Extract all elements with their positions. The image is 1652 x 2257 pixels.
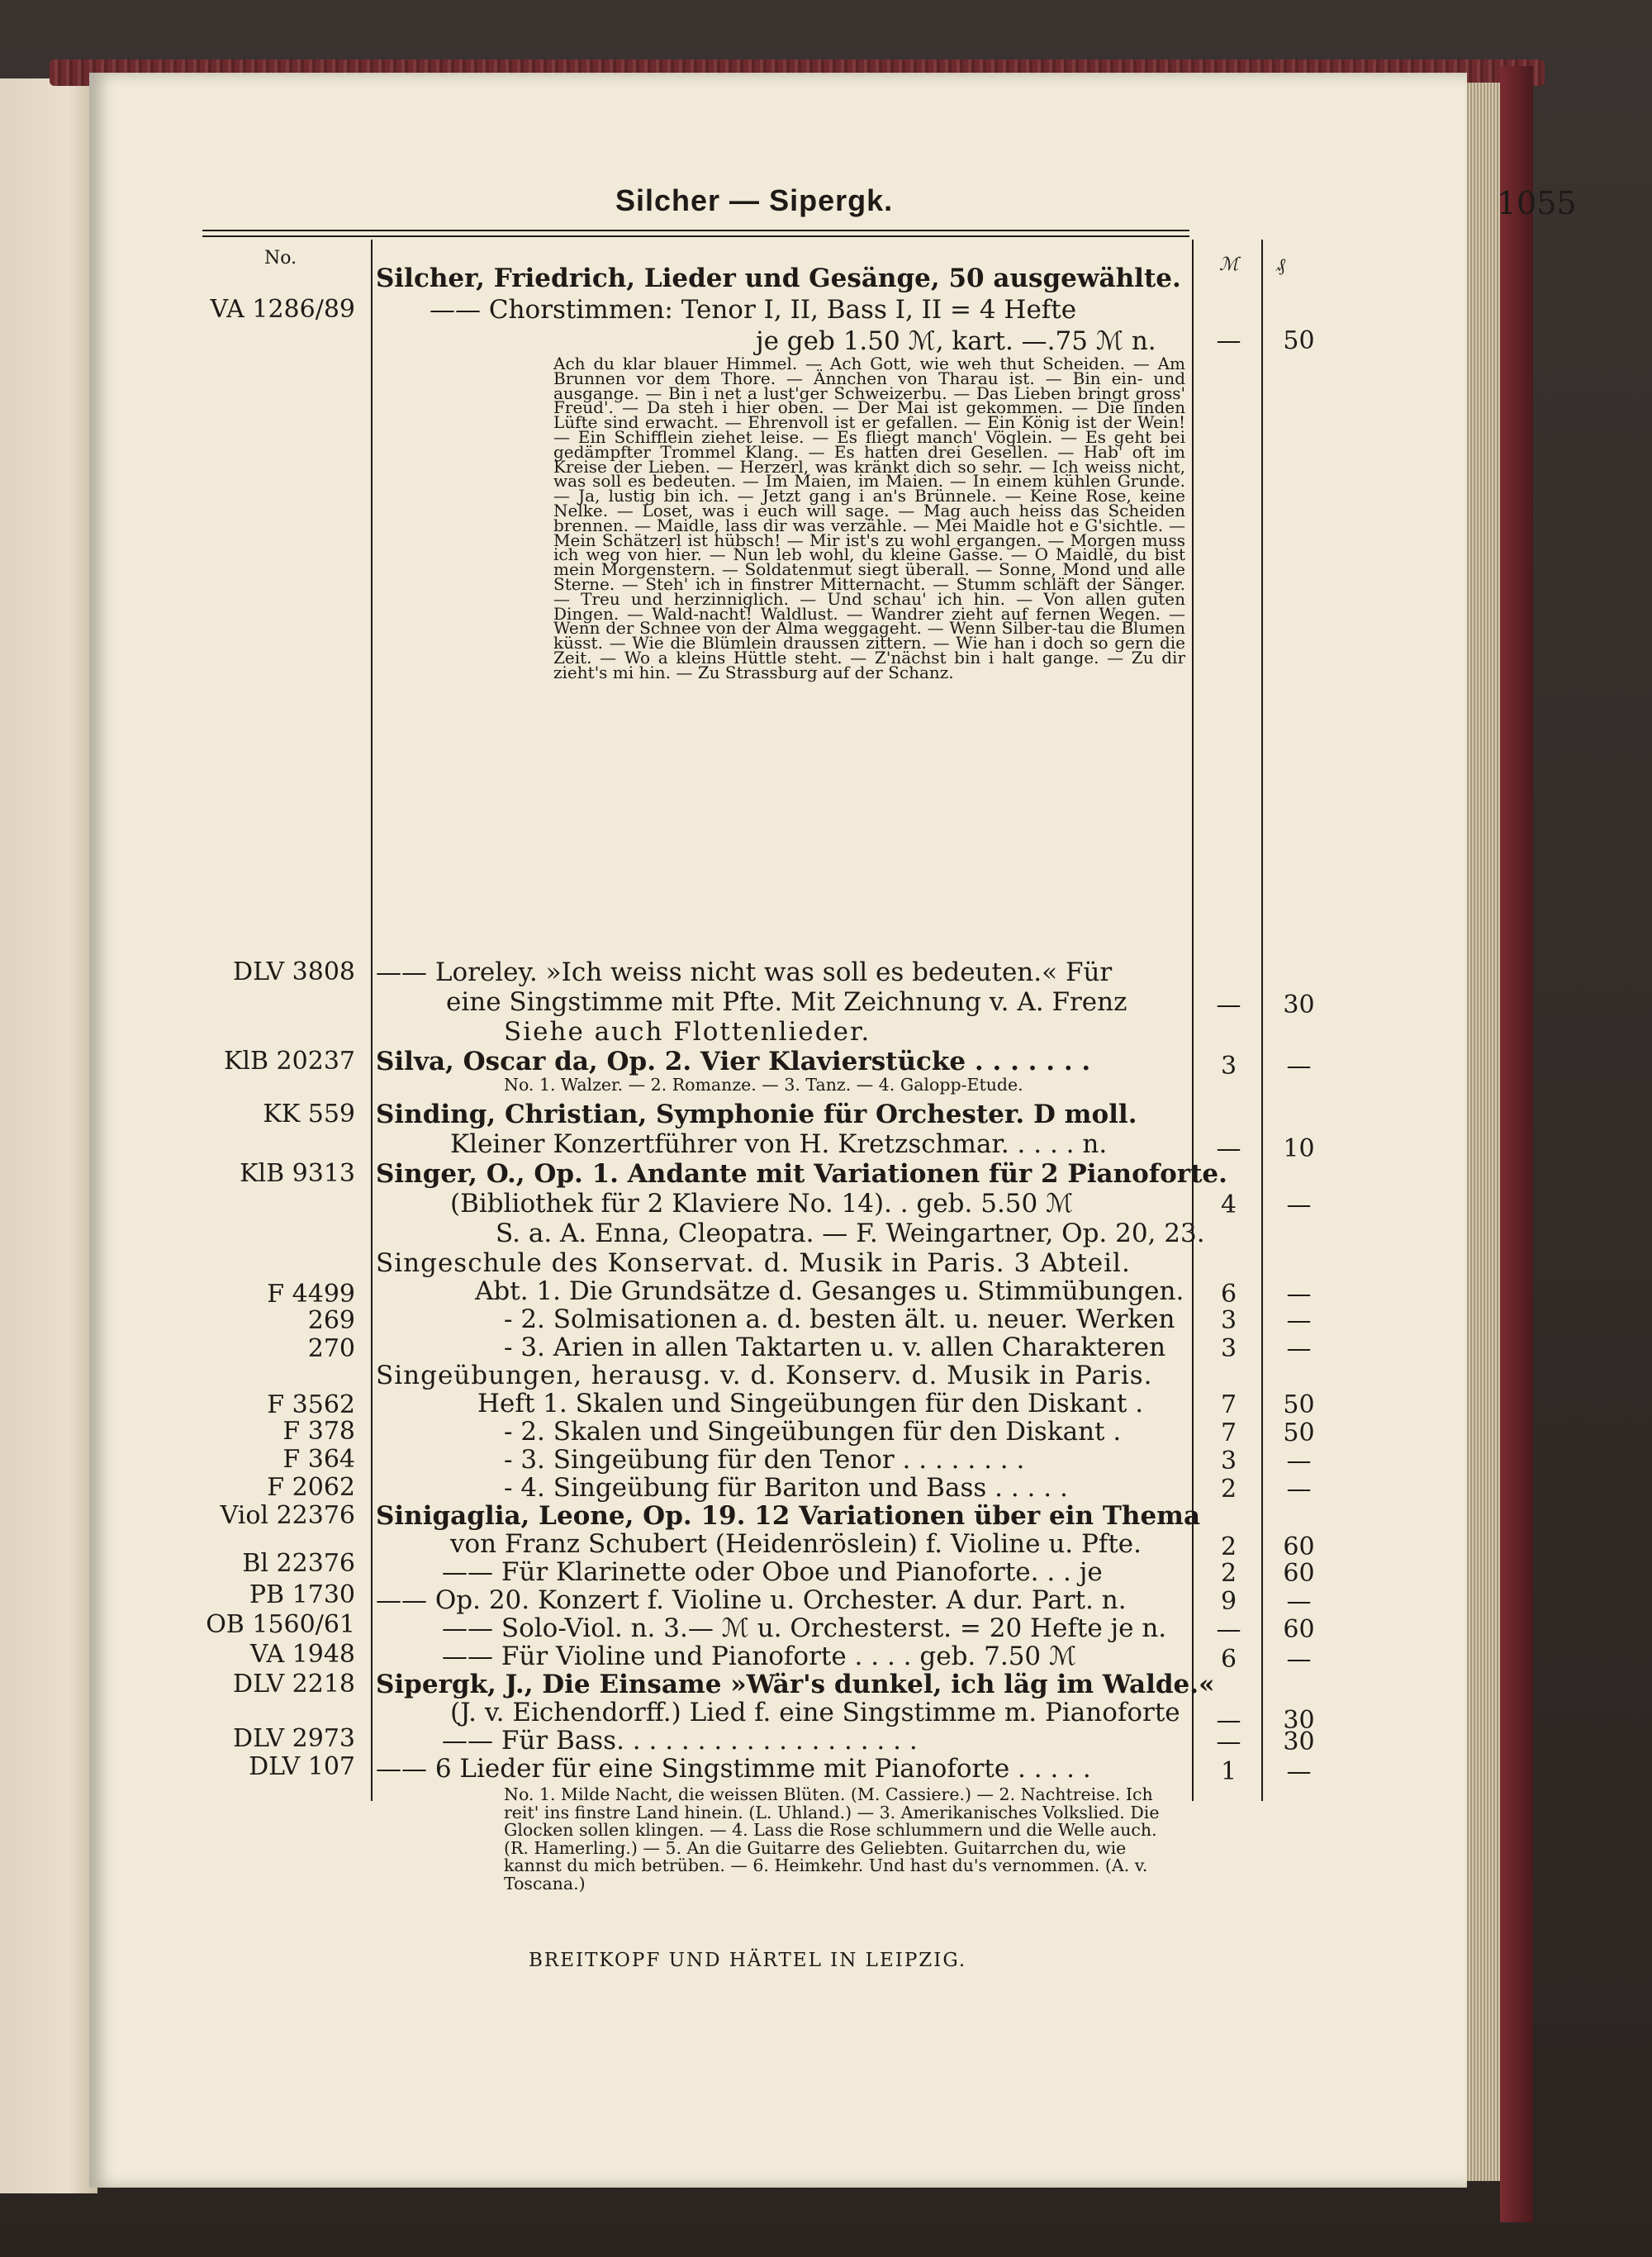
header-rule-2	[202, 235, 1189, 237]
price-pfennig: 60	[1283, 1559, 1315, 1588]
entry-line: —— Für Klarinette oder Oboe und Pianoforte. . . je	[442, 1557, 1103, 1587]
entry-line	[376, 1501, 1201, 1531]
entry-line: Heft 1. Skalen und Singeübungen für den Diskant .	[477, 1389, 1144, 1418]
entry-line: Kleiner Konzertführer von H. Kretzschmar. . . . . n.	[450, 1129, 1108, 1159]
catalog-number: KlB 9313	[240, 1159, 355, 1188]
entry-line: Abt. 1. Die Grundsätze d. Gesanges u. Stimmübungen.	[475, 1276, 1184, 1306]
pfennig-column-label: ₰	[1276, 255, 1285, 276]
price-pfennig: 50	[1283, 1418, 1315, 1447]
entry-line: —— Solo-Viol. n. 3.— ℳ u. Orchesterst. = 20 Hefte je n.	[442, 1613, 1167, 1643]
price-pfennig: 10	[1283, 1134, 1315, 1163]
entry-line: —— 6 Lieder für eine Singstimme mit Pianoforte . . . . .	[376, 1754, 1091, 1784]
no-column-label: No.	[264, 248, 297, 268]
catalog-number: F 3562	[267, 1390, 355, 1419]
page-title: Silcher — Sipergk.	[615, 183, 894, 217]
catalog-number: DLV 2218	[233, 1670, 355, 1699]
entry-line	[376, 1100, 1181, 1128]
catalog-number: F 4499	[267, 1280, 355, 1309]
price-pfennig: —	[1286, 1052, 1312, 1081]
price-mark: 2	[1220, 1475, 1237, 1504]
entry-line: —— Für Violine und Pianoforte . . . . geb. 7.50 ℳ	[442, 1642, 1077, 1671]
price-pfennig: —	[1286, 1447, 1312, 1475]
composer-name: Silcher, Friedrich, Lieder und Gesänge, 50 ausgewählte.	[376, 264, 1181, 293]
price-pfennig: 60	[1283, 1532, 1315, 1561]
price-mark: 7	[1220, 1418, 1237, 1447]
price-mark: 9	[1220, 1587, 1237, 1616]
price-pfennig: 30	[1283, 1727, 1315, 1756]
entry-line: —— Loreley. »Ich weiss nicht was soll es bedeuten.« Für	[376, 957, 1113, 987]
entry-line: - 4. Singeübung für Bariton und Bass . . . . .	[504, 1473, 1068, 1503]
catalog-column-divider	[371, 240, 373, 1801]
entry-line: Siehe auch Flottenlieder.	[504, 1017, 871, 1047]
price-mark: 7	[1220, 1390, 1237, 1419]
price-mark: —	[1216, 1727, 1241, 1756]
price-pfennig: 50	[1283, 1390, 1315, 1419]
price-mark: —	[1216, 1615, 1241, 1644]
entry-line: —— Op. 20. Konzert f. Violine u. Orchester. A dur. Part. n.	[376, 1585, 1127, 1615]
catalog-number: 270	[307, 1334, 355, 1363]
catalog-number: Viol 22376	[220, 1501, 355, 1530]
catalog-number: PB 1730	[249, 1580, 355, 1609]
price-mark: 6	[1220, 1280, 1237, 1309]
catalog-number: 269	[307, 1306, 355, 1335]
header-rule	[202, 230, 1189, 231]
price-pfennig: 30	[1283, 1706, 1315, 1735]
entry-line: - 2. Skalen und Singeübungen für den Diskant .	[504, 1417, 1122, 1447]
entry-line: —— Für Bass. . . . . . . . . . . . . . . . . . .	[442, 1726, 918, 1756]
catalog-number: F 378	[282, 1417, 355, 1446]
song-list: No. 1. Walzer. — 2. Romanze. — 3. Tanz. — 4. Galopp-Etude.	[504, 1075, 1023, 1095]
price-pfennig: 30	[1283, 991, 1315, 1019]
catalog-number: F 364	[282, 1445, 355, 1474]
catalog-number: OB 1560/61	[206, 1610, 355, 1639]
composer-name: Singer, O., Op. 1. Andante mit Variationen für 2 Pianoforte.	[376, 1159, 1227, 1189]
price-mark: 3	[1220, 1052, 1237, 1081]
price-mark: 1	[1220, 1757, 1237, 1786]
entry-line	[376, 1048, 1181, 1076]
book-cover-right	[1500, 66, 1533, 2222]
price-mark: 3	[1220, 1306, 1237, 1335]
catalog-number: KlB 20237	[223, 1047, 355, 1076]
price-mark: —	[1216, 326, 1241, 355]
entry-line: - 3. Singeübung für den Tenor . . . . . . . .	[504, 1445, 1025, 1475]
price-pfennig: —	[1286, 1280, 1312, 1309]
publisher-footer: BREITKOPF UND HÄRTEL IN LEIPZIG.	[529, 1950, 967, 1971]
price-mark: 2	[1220, 1532, 1237, 1561]
price-mark: —	[1216, 1706, 1241, 1735]
price-pfennig: —	[1286, 1645, 1312, 1674]
catalog-number: DLV 2973	[233, 1724, 355, 1753]
entry-line: - 2. Solmisationen a. d. besten ält. u. neuer. Werken	[504, 1304, 1175, 1334]
price-mark: 3	[1220, 1447, 1237, 1475]
price-pfennig: —	[1286, 1475, 1312, 1504]
page-block-edge	[1467, 83, 1500, 2181]
price-mark: —	[1216, 991, 1241, 1019]
price-pfennig: —	[1286, 1190, 1312, 1219]
catalog-number: DLV 107	[249, 1752, 355, 1781]
song-list: No. 1. Milde Nacht, die weissen Blüten. (M. Cassiere.) — 2. Nachtreise. Ich reit' ins finstre Land hinein. (L. Uhland.) — 3. Amerikanisches Volkslied. Die Glocken sollen klingen. — 4. Lass die Rose schlummern und die Welle auch. (R. Hamerling.) — 5. An die Guitarre des Geliebten. Guitarrchen du, wie kannst du mich betrüben. — 6. Heimkehr. Und hast du's vernommen. (A. v. Toscana.)	[504, 1784, 1160, 1894]
price-pfennig: —	[1286, 1306, 1312, 1335]
price-pfennig: —	[1286, 1757, 1312, 1786]
price-pfennig: 60	[1283, 1615, 1315, 1644]
entry-line: von Franz Schubert (Heidenröslein) f. Violine u. Pfte.	[450, 1529, 1142, 1559]
price-mark: 3	[1220, 1334, 1237, 1363]
catalog-number: Bl 22376	[242, 1549, 355, 1578]
entry-line	[376, 264, 1181, 292]
entry-line: (Bibliothek für 2 Klaviere No. 14). . geb. 5.50 ℳ	[450, 1189, 1074, 1219]
price-mark: 4	[1220, 1190, 1237, 1219]
composer-name: Sinding, Christian, Symphonie für Orchester. D moll.	[376, 1100, 1137, 1129]
price-mark: 2	[1220, 1559, 1237, 1588]
page-number: 1055	[1497, 185, 1577, 221]
catalog-number: F 2062	[267, 1473, 355, 1502]
price-mark: 6	[1220, 1645, 1237, 1674]
catalog-number: VA 1948	[249, 1640, 355, 1669]
entry-line: Singeübungen, herausg. v. d. Konserv. d. Musik in Paris.	[376, 1361, 1153, 1390]
entry-line: eine Singstimme mit Pfte. Mit Zeichnung v. A. Frenz	[446, 987, 1127, 1017]
song-list: Ach du klar blauer Himmel. — Ach Gott, wie weh thut Scheiden. — Am Brunnen vor dem Thore. — Ännchen von Tharau ist. — Bin ein- und ausgange. — Bin i net a lust'ger Schweizerbu. — Das Lieben bringt gross' Freud'. — Da steh i hier oben. — Der Mai ist gekommen. — Die linden Lüfte sind erwacht. — Ehrenvoll ist er gefallen. — Ein König ist der Wein! — Ein Schifflein ziehet leise. — Es fliegt manch' Vöglein. — Es geht bei gedämpfter Trommel Klang. — Es hatten drei Gesellen. — Hab' oft im Kreise der Lieben. — Herzerl, was kränkt dich so sehr. — Ich weiss nicht, was soll es bedeuten. — Im Maien, im Maien. — In einem kühlen Grunde. — Ja, lustig bin ich. — Jetzt gang i an's Brünnele. — Keine Rose, keine Nelke. — Loset, was i euch will sage. — Mag auch heiss das Scheiden brennen. — Maidle, lass dir was verzähle. — Mei Maidle hot e G'sichtle. — Mein Schätzerl ist hübsch! — Mir ist's zu wohl ergangen. — Morgen muss ich weg von hier. — Nun leb wohl, du kleine Gasse. — O Maidle, du bist mein Morgenstern. — Soldatenmut siegt überall. — Sonne, Mond und alle Sterne. — Steh' ich in finstrer Mitternacht. — Stumm schläft der Sänger. — Treu und herzinniglich. — Und schau' ich hin. — Von allen guten Dingen. — Wald-nacht! Waldlust. — Wandrer zieht auf fernen Wegen. — Wenn der Schnee von der Alma weggageht. — Wenn Silber-tau die Blumen küsst. — Wie die Blümlein draussen zittern. — Wie han i doch so gern die Zeit. — Wo a kleins Hüttle steht. — Z'nächst bin i halt gange. — Zu dir zieht's mi hin. — Zu Strassburg auf der Schanz.	[553, 354, 1185, 682]
composer-name: Sipergk, J., Die Einsame »Wär's dunkel, ich läg im Walde.«	[376, 1670, 1215, 1699]
entry-line: je geb 1.50 ℳ, kart. —.75 ℳ n.	[756, 326, 1156, 356]
catalog-number: KK 559	[263, 1100, 355, 1128]
entry-line: S. a. A. Enna, Cleopatra. — F. Weingartner, Op. 20, 23.	[496, 1219, 1205, 1248]
entry-line	[376, 1159, 1227, 1189]
entry-line: —— Chorstimmen: Tenor I, II, Bass I, II = 4 Hefte	[430, 295, 1077, 325]
price-mark: —	[1216, 1134, 1241, 1163]
entry-line: Singeschule des Konservat. d. Musik in Paris. 3 Abteil.	[376, 1248, 1131, 1278]
entry-line: (J. v. Eichendorff.) Lied f. eine Singstimme m. Pianoforte	[450, 1698, 1180, 1727]
price-pfennig: —	[1286, 1334, 1312, 1363]
entry-line: - 3. Arien in allen Taktarten u. v. allen Charakteren	[504, 1333, 1166, 1362]
catalog-number: VA 1286/89	[210, 295, 355, 324]
price-pfennig: 50	[1283, 326, 1315, 355]
composer-name: Sinigaglia, Leone, Op. 19. 12 Variationen über ein Thema	[376, 1501, 1201, 1531]
entry-line	[376, 1670, 1215, 1699]
catalog-number: DLV 3808	[233, 957, 355, 986]
composer-name: Silva, Oscar da, Op. 2. Vier Klavierstücke . . . . . . .	[376, 1047, 1091, 1076]
price-pfennig: —	[1286, 1587, 1312, 1616]
mark-column-label: ℳ	[1219, 254, 1239, 275]
